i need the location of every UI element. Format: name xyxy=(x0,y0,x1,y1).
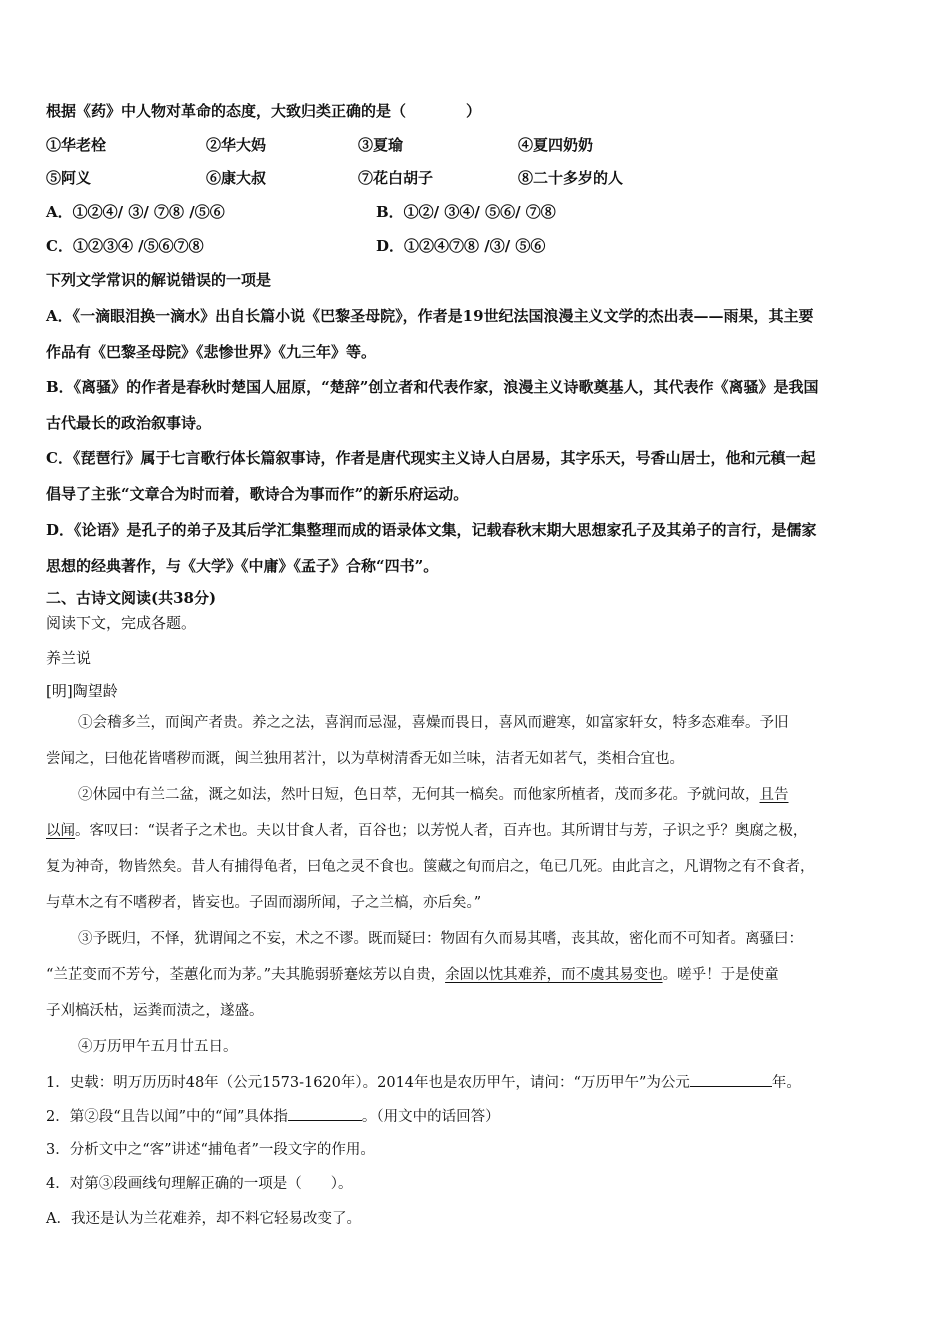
passage-paragraph-4: ④万历甲午五月廿五日。 xyxy=(78,1039,238,1055)
passage-paragraph-1: ①会稽多兰，而闽产者贵。养之之法，喜润而忌湿，喜燥而畏日，喜风而避寒，如富家轩女，特多态难奉。予旧 xyxy=(78,715,789,731)
list-item: ①华老栓 xyxy=(46,136,107,154)
option-c-line1: C．《琵琶行》属于七言歌行体长篇叙事诗，作者是唐代现实主义诗人白居易，其字乐天，号香山居士，他和元稹一起 xyxy=(46,449,816,467)
passage-author: [明]陶望龄 xyxy=(46,682,118,700)
option-d: D．①②④⑦⑧ /③/ ⑤⑥ xyxy=(376,237,546,255)
passage-paragraph-2: 与草木之有不嗜秽者，皆妄也。子固而溺所闻，子之兰槁，亦后矣。” xyxy=(46,895,482,911)
question-stem: 根据《药》中人物对革命的态度，大致归类正确的是（ ） xyxy=(46,102,482,120)
option-b-line1: B．《离骚》的作者是春秋时楚国人屈原，“楚辞”创立者和代表作家，浪漫主义诗歌奠基人，其代表作《离骚》是我国 xyxy=(46,378,819,396)
question-stem: 下列文学常识的解说错误的一项是 xyxy=(46,271,272,289)
question-text: 年。 xyxy=(771,1075,801,1091)
question-text: 。（用文中的话回答） xyxy=(361,1109,500,1125)
list-item: ③夏瑜 xyxy=(358,136,404,154)
question-text: 2．第②段“且告以闻”中的“闻”具体指 xyxy=(46,1109,288,1125)
option-a-line2: 作品有《巴黎圣母院》《悲惨世界》《九三年》等。 xyxy=(46,343,377,361)
passage-paragraph-2 xyxy=(46,821,807,841)
question-text: 1．史载：明万历历时48年（公元1573-1620年）。2014年也是农历甲午，请问：“万历甲午”为公元 xyxy=(46,1075,690,1091)
underlined-phrase: 且告 xyxy=(759,787,789,803)
question-3: 3．分析文中之“客”讲述“捕龟者”一段文字的作用。 xyxy=(46,1142,375,1158)
passage-text: 。客叹曰：“误者子之术也。夫以甘食人者，百谷也；以芳悦人者，百卉也。其所谓甘与芳，子识之乎？奥腐之极， xyxy=(75,823,808,839)
passage-paragraph-2: 复为神奇，物皆然矣。昔人有捕得龟者，曰龟之灵不食也。箧藏之旬而启之，龟已几死。由此言之，凡谓物之有不食者， xyxy=(46,859,815,875)
option-b-line2: 古代最长的政治叙事诗。 xyxy=(46,414,212,432)
passage-text: “兰芷变而不芳兮，荃蕙化而为茅。”夫其脆弱骄蹇炫芳以自贵， xyxy=(46,967,446,983)
question-1 xyxy=(46,1072,801,1093)
answer-blank[interactable] xyxy=(288,1106,362,1121)
underlined-phrase: 以闻 xyxy=(46,823,75,839)
question-2 xyxy=(46,1106,500,1127)
passage-title: 养兰说 xyxy=(46,649,92,667)
list-item: ②华大妈 xyxy=(206,136,267,154)
option-b: B．①②/ ③④/ ⑤⑥/ ⑦⑧ xyxy=(376,203,556,221)
list-item: ⑥康大叔 xyxy=(206,169,267,187)
passage-paragraph-3: 子刈槁沃枯，运粪而渍之，遂盛。 xyxy=(46,1003,264,1019)
option-d-line1: D．《论语》是孔子的弟子及其后学汇集整理而成的语录体文集，记载春秋末期大思想家孔子及其弟子的言行，是儒家 xyxy=(46,521,817,539)
list-item: ⑦花白胡子 xyxy=(358,169,434,187)
list-item: ⑤阿义 xyxy=(46,169,92,187)
answer-blank[interactable] xyxy=(690,1072,772,1087)
passage-text: 。嗟乎！于是使童 xyxy=(662,967,779,983)
option-c: C．①②③④ /⑤⑥⑦⑧ xyxy=(46,237,204,255)
question-4: 4．对第③段画线句理解正确的一项是（ ）。 xyxy=(46,1176,353,1192)
instruction: 阅读下文，完成各题。 xyxy=(46,614,197,632)
list-item: ⑧二十多岁的人 xyxy=(518,169,624,187)
passage-paragraph-2 xyxy=(78,785,789,805)
list-item: ④夏四奶奶 xyxy=(518,136,594,154)
option-a: A．①②④/ ③/ ⑦⑧ /⑤⑥ xyxy=(46,203,225,221)
underlined-sentence: 余固以忱其难养，而不虞其易变也 xyxy=(445,967,663,983)
passage-paragraph-3 xyxy=(46,965,779,985)
option-a-line1: A．《一滴眼泪换一滴水》出自长篇小说《巴黎圣母院》，作者是19世纪法国浪漫主义文学的杰出表——雨果，其主要 xyxy=(46,307,814,325)
option-a: A．我还是认为兰花难养，却不料它轻易改变了。 xyxy=(46,1211,361,1227)
option-c-line2: 倡导了主张“文章合为时而着，歌诗合为事而作”的新乐府运动。 xyxy=(46,485,469,503)
passage-paragraph-1: 尝闻之，曰他花皆嗜秽而溉，闽兰独用茗汁，以为草树清香无如兰味，洁者无如茗气，类相合宜也。 xyxy=(46,751,684,767)
passage-text: ②休园中有兰二盆，溉之如法，然叶日短，色日萃，无何其一槁矣。而他家所植者，茂而多花。予就问故， xyxy=(78,787,760,803)
section-heading: 二、古诗文阅读(共38分) xyxy=(46,589,217,607)
passage-paragraph-3: ③予既归，不怿，犹谓闻之不妄，术之不谬。既而疑曰：物固有久而易其嗜，丧其故，密化而不可知者。离骚曰： xyxy=(78,931,803,947)
option-d-line2: 思想的经典著作，与《大学》《中庸》《孟子》合称“四书”。 xyxy=(46,557,439,575)
